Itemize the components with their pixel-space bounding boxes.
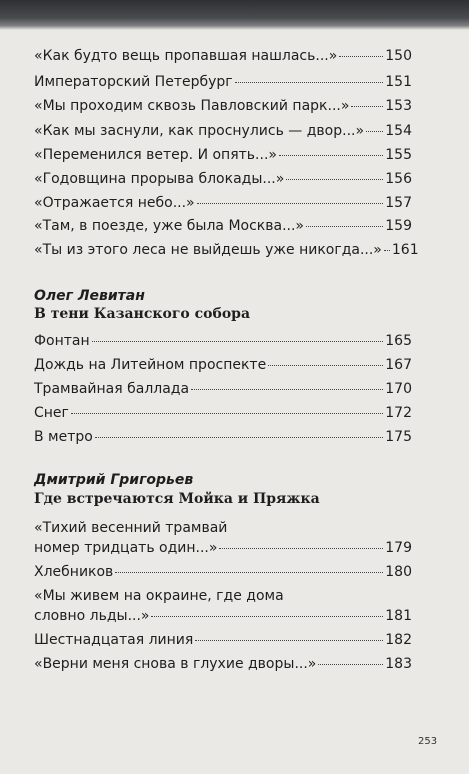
entry-title-line1: «Тихий весенний трамвай	[34, 520, 228, 536]
toc-entry[interactable]	[34, 631, 412, 649]
toc-entry[interactable]	[34, 47, 412, 65]
entry-title: Трамвайная баллада	[34, 381, 190, 397]
entry-title: Императорский Петербург	[34, 74, 233, 90]
entry-title: словно льды...»	[34, 608, 150, 624]
toc-entry[interactable]	[34, 146, 412, 164]
leader-dots	[286, 179, 383, 180]
leader-dots	[71, 413, 383, 414]
entry-title: Снег	[34, 405, 69, 421]
entry-page: 157	[385, 195, 412, 211]
entry-title: «Как будто вещь пропавшая нашлась...»	[34, 48, 338, 64]
leader-dots	[115, 572, 383, 573]
entry-title-line1: «Мы живем на окраине, где дома	[34, 588, 284, 604]
toc-entry[interactable]	[34, 428, 412, 446]
entry-page: 183	[385, 656, 412, 672]
toc-entry[interactable]	[34, 356, 412, 374]
entry-page: 179	[385, 540, 412, 556]
entry-page: 172	[385, 405, 412, 421]
toc-entry[interactable]	[34, 404, 412, 422]
entry-title: В метро	[34, 429, 93, 445]
entry-page: 151	[385, 74, 412, 90]
toc-entry[interactable]	[34, 122, 412, 140]
entry-page: 150	[385, 48, 412, 64]
entry-title: «Там, в поезде, уже была Москва...»	[34, 218, 304, 234]
entry-title: «Годовщина прорыва блокады...»	[34, 171, 285, 187]
leader-dots	[195, 640, 383, 641]
entry-page: 155	[385, 147, 412, 163]
entry-page: 180	[385, 564, 412, 580]
entry-title: Хлебников	[34, 564, 114, 580]
toc-entry[interactable]	[34, 607, 412, 625]
leader-dots	[151, 616, 383, 617]
entry-title: Фонтан	[34, 333, 90, 349]
leader-dots	[306, 226, 383, 227]
entry-title: «Как мы заснули, как проснулись — двор...»	[34, 123, 365, 139]
entry-page: 167	[385, 357, 412, 373]
author-name: Олег Левитан	[34, 288, 145, 304]
entry-title: «Переменился ветер. И опять...»	[34, 147, 277, 163]
leader-dots	[279, 155, 383, 156]
leader-dots	[235, 82, 384, 83]
toc-entry[interactable]	[34, 241, 419, 259]
entry-page: 159	[385, 218, 412, 234]
entry-page: 165	[385, 333, 412, 349]
leader-dots	[366, 131, 383, 132]
entry-page: 153	[385, 98, 412, 114]
entry-page: 154	[385, 123, 412, 139]
entry-title: Шестнадцатая линия	[34, 632, 194, 648]
toc-entry[interactable]	[34, 97, 412, 115]
leader-dots	[339, 56, 383, 57]
toc-entry[interactable]	[34, 170, 412, 188]
section-title: В тени Казанского собора	[34, 306, 251, 322]
toc-entry[interactable]	[34, 332, 412, 350]
entry-page: 170	[385, 381, 412, 397]
entry-title: «Мы проходим сквозь Павловский парк...»	[34, 98, 350, 114]
leader-dots	[219, 548, 383, 549]
entry-page: 156	[385, 171, 412, 187]
entry-page: 161	[391, 242, 419, 258]
leader-dots	[95, 437, 383, 438]
leader-dots	[268, 365, 383, 366]
toc-entry[interactable]	[34, 380, 412, 398]
entry-title: номер тридцать один...»	[34, 540, 218, 556]
leader-dots	[197, 203, 384, 204]
toc-entry[interactable]	[34, 217, 412, 235]
leader-dots	[384, 250, 390, 251]
entry-title: «Верни меня снова в глухие дворы...»	[34, 656, 317, 672]
leader-dots	[92, 341, 384, 342]
section-title: Где встречаются Мойка и Пряжка	[34, 491, 320, 507]
entry-title: «Отражается небо...»	[34, 195, 195, 211]
entry-page: 181	[385, 608, 412, 624]
entry-title: «Ты из этого леса не выйдешь уже никогда...»	[34, 242, 382, 258]
toc-entry[interactable]	[34, 194, 412, 212]
entry-title: Дождь на Литейном проспекте	[34, 357, 267, 373]
leader-dots	[351, 106, 383, 107]
entry-page: 175	[385, 429, 412, 445]
toc-entry[interactable]	[34, 655, 412, 673]
author-name: Дмитрий Григорьев	[34, 472, 194, 488]
leader-dots	[191, 389, 383, 390]
leader-dots	[318, 664, 383, 665]
page-number: 253	[418, 736, 438, 747]
toc-entry[interactable]	[34, 73, 412, 91]
entry-page: 182	[385, 632, 412, 648]
toc-entry[interactable]	[34, 539, 412, 557]
toc-entry[interactable]	[34, 563, 412, 581]
